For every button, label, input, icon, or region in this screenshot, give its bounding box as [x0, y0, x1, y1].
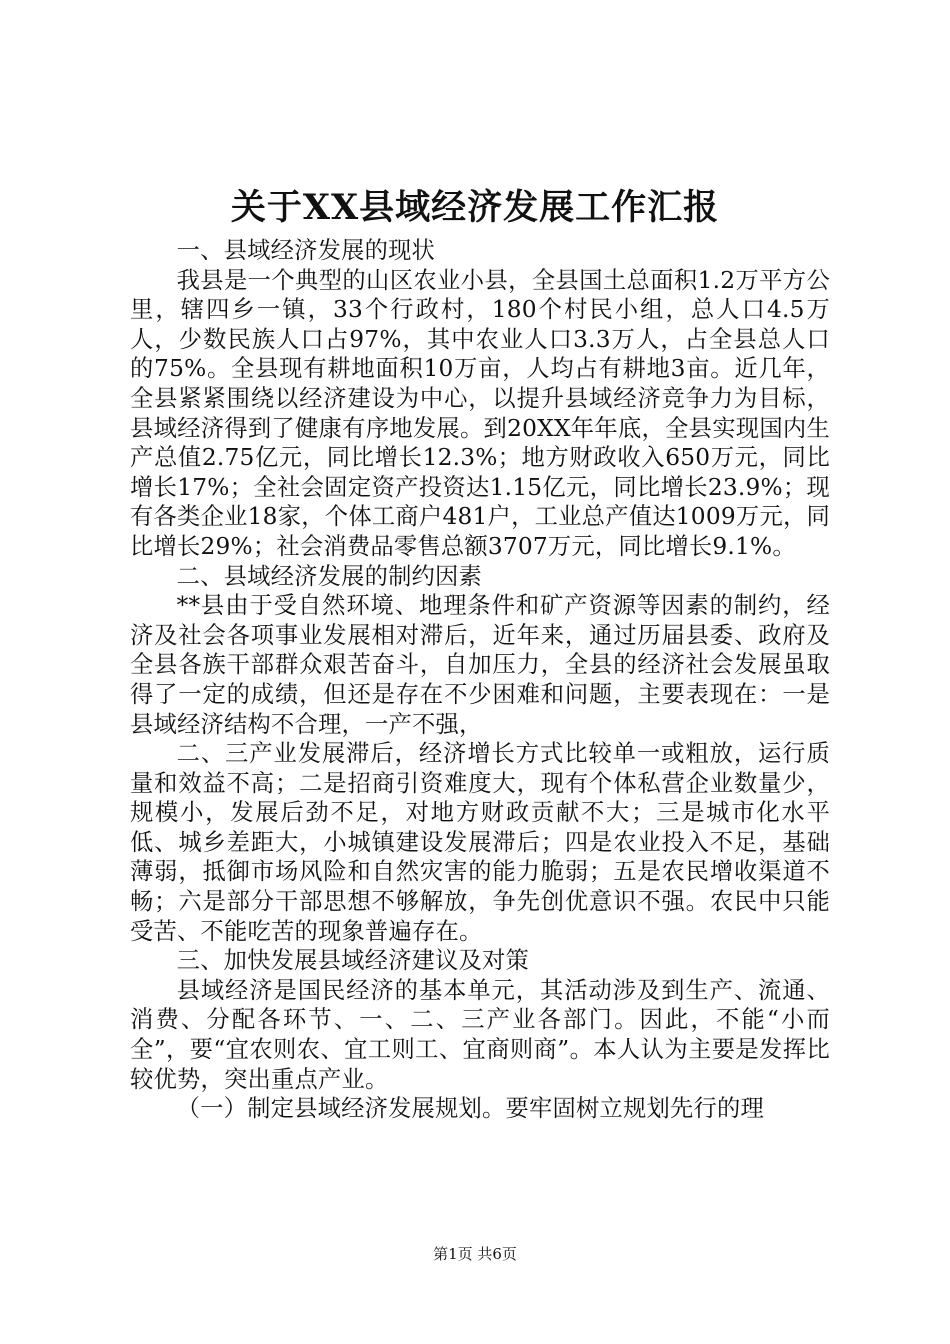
section-heading-1: 一、县域经济发展的现状: [176, 237, 436, 264]
section-heading-3: 三、加快发展县域经济建议及对策: [176, 947, 530, 975]
paragraph-plan: （一）制定县域经济发展规划。要牢固树立规划先行的理: [176, 1095, 765, 1123]
paragraph-constraints: **县由于受自然环境、地理条件和矿产资源等因素的制约，经济及社会各项事业发展相对滞后，近年来，通过历届县委、政府及全县各族干部群众艰苦奋斗，自加压力，全县的经济社会发展虽取得了一定的成绩，但还是存在不少困难和问题，主要表现在：一是县域经济结构不合理，一产不强，: [130, 592, 830, 738]
page-footer: 第1页 共6页: [433, 1245, 517, 1263]
document-title: 关于XX县域经济发展工作汇报: [230, 187, 720, 228]
section-heading-2: 二、县域经济发展的制约因素: [176, 562, 483, 590]
paragraph-status: 我县是一个典型的山区农业小县，全县国土总面积1.2万平方公里，辖四乡一镇，33个行政村，180个村民小组，总人口4.5万人，少数民族人口占97%，其中农业人口3.3万人，占全县总人口的75%。全县现有耕地面积10万亩，人均占有耕地3亩。近几年，全县紧紧围绕以经济建设为中心，以提升县域经济竞争力为目标，县域经济得到了健康有序地发展。到20XX年年底，全县实现国内生产总值2.75亿元，同比增长12.3%；地方财政收入650万元，同比增长17%；全社会固定资产投资达1.15亿元，同比增长23.9%；现有各类企业18家，个体工商户481户，工业总产值达1009万元，同比增长29%；社会消费品零售总额3707万元，同比增长9.1%。: [130, 266, 830, 560]
document-body: [130, 236, 830, 1124]
paragraph-suggestions: 县域经济是国民经济的基本单元，其活动涉及到生产、流通、消费、分配各环节、一、二、三产业各部门。因此，不能“小而全”，要“宜农则农、宜工则工、宜商则商”。本人认为主要是发挥比较优势，突出重点产业。: [130, 976, 830, 1093]
paragraph-problems: 二、三产业发展滞后，经济增长方式比较单一或粗放，运行质量和效益不高；二是招商引资难度大，现有个体私营企业数量少，规模小，发展后劲不足，对地方财政贡献不大；三是城市化水平低、城乡差距大，小城镇建设发展滞后；四是农业投入不足，基础薄弱，抵御市场风险和自然灾害的能力脆弱；五是农民增收渠道不畅；六是部分干部思想不够解放，争先创优意识不强。农民中只能受苦、不能吃苦的现象普遍存在。: [130, 740, 830, 945]
